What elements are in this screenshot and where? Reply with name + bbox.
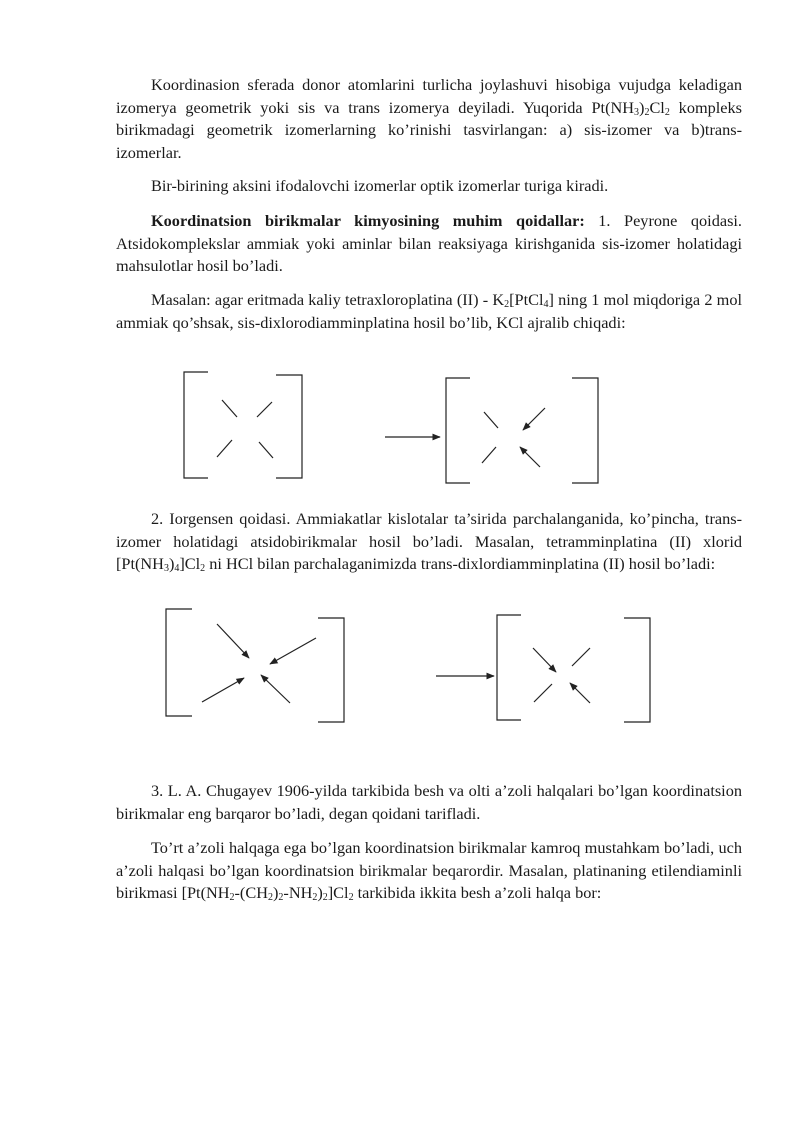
paragraph-ring-stability: To’rt a’zoli halqaga ega bo’lgan koordinatsion birikmalar kamroq mustahkam bo’ladi, uch a’zoli halqasi bo’lgan koordinatsion birikmalar beqarordir. Masalan, platinaning etilendiaminli birikmasi $[Pt(NH_2-(CH_2)_2-NH_2)_2]Cl_2$ tarkibida ikkita besh a’zoli halqa bor: <box>116 838 742 903</box>
ligand-line <box>484 412 498 428</box>
ligand-line <box>572 648 590 666</box>
ligand-line <box>520 447 540 467</box>
ligand-line <box>534 684 552 702</box>
ligand-line <box>202 678 244 702</box>
bracket-right-open <box>497 615 521 720</box>
ligand-line <box>222 400 237 417</box>
paragraph-optical-isomers: Bir-birining aksini ifodalovchi izomerlar optik izomerlar turiga kiradi. <box>151 176 609 195</box>
paragraph-iorgensen-rule: 2. Iorgensen qoidasi. Ammiakatlar kislotalar ta’sirida parchalanganida, ko’pincha, trans-izomer holatidagi atsidobirikmalar hosil bo’ladi. Masalan, tetramminplatina (II) xlorid $[Pt(NH_3)_4]Cl_2$ ni HCl bilan parchalaganimizda trans-dixlordiamminplatina (II) hosil bo’ladi: <box>116 509 742 574</box>
ligand-line <box>482 447 496 463</box>
bracket-left-open <box>166 609 192 716</box>
ligand-line <box>570 683 590 703</box>
bracket-right-close <box>572 378 598 483</box>
iorgensen-reaction-diagram <box>0 600 800 740</box>
bracket-left-close <box>276 375 302 478</box>
paragraph-example-peyrone: Masalan: agar eritmada kaliy tetraxloroplatina $(II) - K_2[PtCl_4]$ ning 1 mol miqdoriga 2 mol ammiak qo’shsak, sis-dixlorodiamminplatina hosil bo’lib, KCl ajralib chiqadi: <box>116 290 742 332</box>
ligand-line <box>523 408 545 430</box>
peyrone-reaction-diagram <box>0 360 800 500</box>
bracket-left-open <box>184 372 208 478</box>
paragraph-chugayev-rule: 3. L. A. Chugayev 1906-yilda tarkibida besh va olti a’zoli halqalari bo’lgan koordinatsion birikmalar eng barqaror bo’ladi, degan qoidani tarifladi. <box>116 781 742 823</box>
ligand-line <box>259 442 273 458</box>
bracket-right-open <box>446 378 470 483</box>
ligand-line <box>261 675 290 703</box>
bracket-right-close <box>624 618 650 722</box>
ligand-line <box>257 402 272 417</box>
paragraph-geometric-isomerism: Koordinasion sferada donor atomlarini turlicha joylashuvi hisobiga vujudga keladigan izomerya geometrik yoki sis va trans izomerya deyiladi. Yuqorida $Pt(NH_3)_2Cl_2$ kompleks birikmadagi geometrik izomerlarning ko’rinishi tasvirlangan: a) sis-izomer va b)trans-izomerlar. <box>116 75 742 162</box>
ligand-line <box>533 648 556 672</box>
ligand-line <box>270 638 316 664</box>
bracket-left-close <box>318 618 344 722</box>
ligand-line <box>217 624 249 658</box>
paragraph-rules-peyrone: Koordinatsion birikmalar kimyosining muhim qoidallar: 1. Peyrone qoidasi. Atsidokomplekslar ammiak yoki aminlar bilan reaksiyaga kirishganida sis-izomer holatidagi mahsulotlar hosil bo’ladi. <box>116 211 742 275</box>
ligand-line <box>217 440 232 457</box>
